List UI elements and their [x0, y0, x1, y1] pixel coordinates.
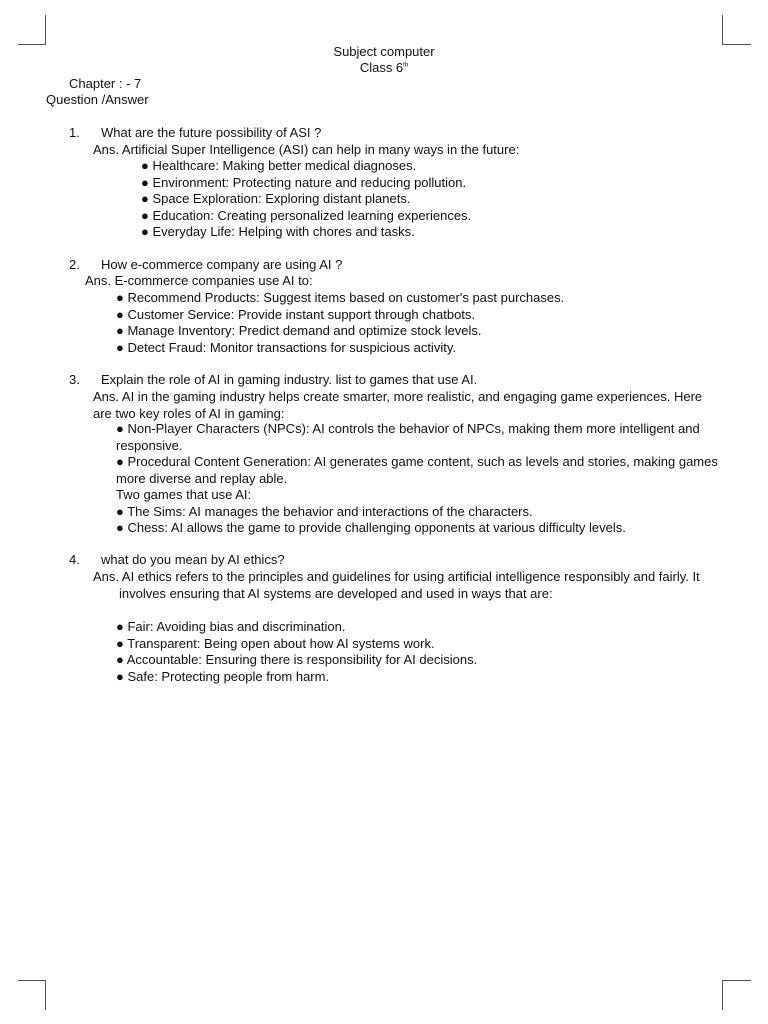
list-item: ● Fair: Avoiding bias and discrimination.: [116, 619, 346, 634]
answer-intro: Ans. E-commerce companies use AI to:: [85, 273, 313, 288]
list-item: ● The Sims: AI manages the behavior and interactions of the characters.: [116, 503, 533, 519]
answer-bullets: [116, 619, 746, 685]
list-item: ● Non-Player Characters (NPCs): AI controls the behavior of NPCs, making them more intelligent and responsive.: [116, 421, 700, 453]
subject-title: Subject computer: [333, 44, 435, 59]
list-item: ● Safe: Protecting people from harm.: [116, 668, 330, 684]
crop-mark-top-right: [722, 15, 751, 45]
list-item: ● Procedural Content Generation: AI generates game content, such as levels and stories, making games more diverse and replay able.: [116, 454, 718, 486]
answer-intro: Ans. Artificial Super Intelligence (ASI) can help in many ways in the future:: [93, 142, 520, 157]
class-title: [0, 60, 768, 76]
question-number: 2.: [69, 257, 80, 272]
list-item: ● Space Exploration: Exploring distant planets.: [141, 191, 411, 206]
chapter-label: Chapter : - 7: [69, 76, 142, 91]
list-item: ● Detect Fraud: Monitor transactions for suspicious activity.: [116, 339, 456, 355]
question-number: 4.: [69, 552, 80, 567]
question-text: Explain the role of AI in gaming industry. list to games that use AI.: [101, 372, 478, 387]
list-item: ● Healthcare: Making better medical diagnoses.: [141, 158, 417, 173]
list-item: ● Environment: Protecting nature and reducing pollution.: [141, 174, 467, 190]
crop-mark-bottom-left: [18, 980, 46, 1010]
list-item: ● Transparent: Being open about how AI systems work.: [116, 635, 435, 651]
answer-bullets: [141, 158, 768, 241]
question-text: what do you mean by AI ethics?: [101, 552, 285, 567]
crop-mark-top-left: [18, 15, 46, 45]
list-item: ● Education: Creating personalized learning experiences.: [141, 207, 472, 223]
list-item: ● Everyday Life: Helping with chores and tasks.: [141, 224, 415, 239]
answer-bullets: [116, 290, 746, 356]
section-label: Question /Answer: [46, 92, 149, 107]
document-header: [0, 44, 768, 76]
answer-bullets: [116, 421, 721, 537]
answer-line-2: involves ensuring that AI systems are developed and used in ways that are:: [119, 586, 553, 601]
games-intro: Two games that use AI:: [116, 487, 252, 502]
answer-intro: Ans. AI in the gaming industry helps create smarter, more realistic, and engaging game experiences. Here are two key roles of AI in gaming:: [93, 389, 703, 421]
answer-line-1: Ans. AI ethics refers to the principles and guidelines for using artificial intelligence responsibly and fairly. It: [93, 569, 700, 584]
crop-mark-bottom-right: [722, 980, 751, 1010]
list-item: ● Recommend Products: Suggest items based on customer's past purchases.: [116, 290, 565, 305]
question-number: 3.: [69, 372, 80, 387]
list-item: ● Chess: AI allows the game to provide challenging opponents at various difficulty levels.: [116, 520, 626, 535]
list-item: ● Customer Service: Provide instant support through chatbots.: [116, 306, 476, 322]
question-text: What are the future possibility of ASI ?: [101, 125, 322, 140]
question-number: 1.: [69, 125, 80, 140]
list-item: ● Manage Inventory: Predict demand and optimize stock levels.: [116, 323, 482, 338]
class-superscript: th: [403, 62, 409, 69]
class-label: Class 6: [359, 60, 404, 75]
list-item: ● Accountable: Ensuring there is responsibility for AI decisions.: [116, 652, 478, 667]
question-text: How e-commerce company are using AI ?: [101, 257, 343, 272]
